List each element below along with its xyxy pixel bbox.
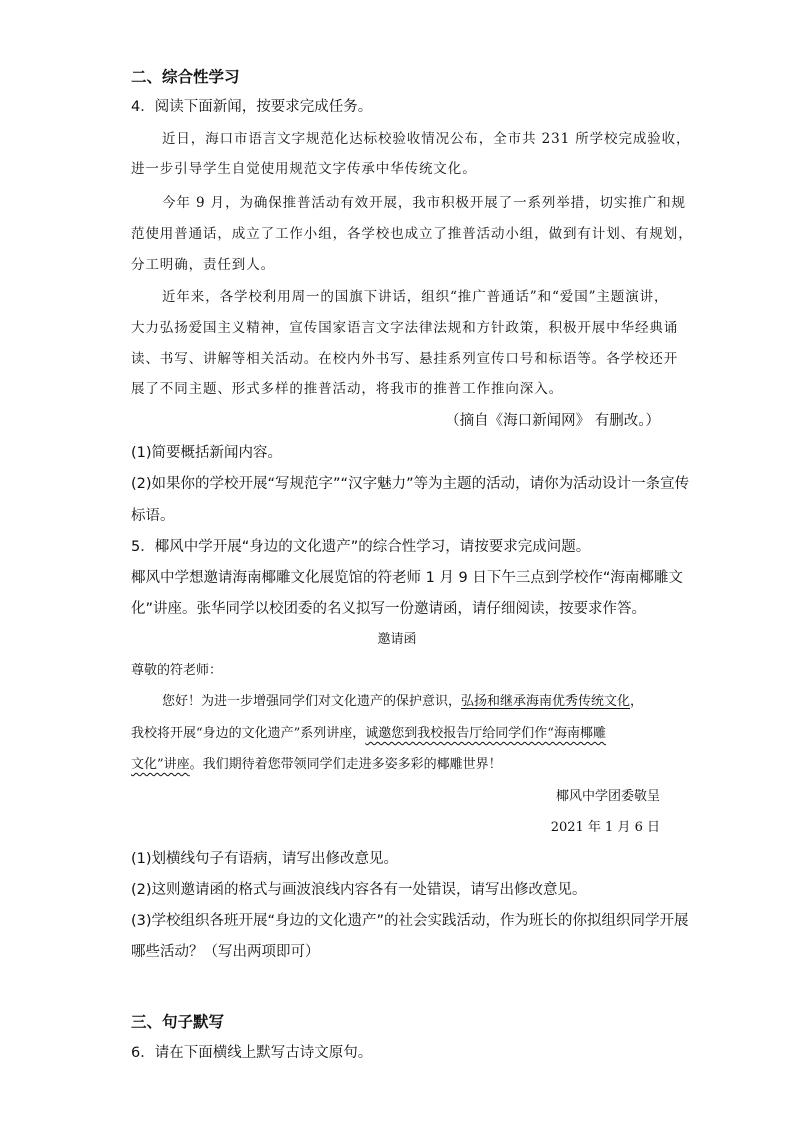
- underlined-sentence: 弘扬和继承海南优秀传统文化: [461, 694, 631, 709]
- letter-salutation: 尊敬的符老师：: [131, 663, 223, 678]
- news-line: 分工明确，责任到人。: [131, 257, 275, 273]
- wavy-underlined-text: 诚邀您到我校报告厅给同学们作“海南椰雕: [365, 726, 606, 741]
- news-line: 近日，海口市语言文字规范化达标校验收情况公布，全市共 231 所学校完成验收，: [162, 131, 691, 147]
- question-5-sub-2: (2)这则邀请函的格式与画波浪线内容各有一处错误，请写出修改意见。: [131, 882, 587, 898]
- question-5-sub-3-line-1: (3)学校组织各班开展“身边的文化遗产”的社会实践活动，作为班长的你拟组织同学开展: [131, 913, 689, 929]
- question-5-sub-1: (1)划横线句子有语病，请写出修改意见。: [131, 851, 399, 867]
- letter-signature: 椰风中学团委敬呈: [555, 789, 660, 804]
- letter-date: 2021 年 1 月 6 日: [550, 820, 660, 835]
- news-line: 读、书写、讲解等相关活动。在校内外书写、悬挂系列宣传口号和标语等。各学校还开: [131, 351, 679, 367]
- letter-body-line-3: 文化”讲座。我们期待着您带领同学们走进多姿多彩的椰雕世界！: [131, 757, 502, 772]
- news-line: 近年来，各学校利用周一的国旗下讲话，组织“推广普通话”和“爱国”主题演讲，: [162, 289, 669, 305]
- question-4-sub-2-line-2: 标语。: [131, 508, 175, 524]
- wavy-underlined-text: 文化”讲座: [131, 757, 190, 772]
- section-3-heading: 三、句子默写: [131, 1013, 225, 1031]
- news-line: 展了不同主题、形式多样的推普活动，将我市的推普工作推向深入。: [131, 381, 563, 397]
- question-4-sub-2-line-1: (2)如果你的学校开展“写规范字”“汉字魅力”等为主题的活动，请你为活动设计一条宣传: [131, 476, 690, 492]
- letter-body-line-2: 我校将开展“身边的文化遗产”系列讲座，诚邀您到我校报告厅给同学们作“海南椰雕: [131, 726, 606, 741]
- news-line: 今年 9 月，为确保推普活动有效开展，我市积极开展了一系列举措，切实推广和规: [162, 195, 686, 211]
- letter-title: 邀请函: [377, 632, 417, 647]
- news-source: （摘自《海口新闻网》 有删改。）: [445, 413, 660, 429]
- section-2-heading: 二、综合性学习: [131, 68, 240, 86]
- letter-body-line-1: 您好！为进一步增强同学们对文化遗产的保护意识，弘扬和继承海南优秀传统文化，: [162, 694, 644, 709]
- question-6-prompt: 6．请在下面横线上默写古诗文原句。: [131, 1045, 373, 1061]
- news-line: 大力弘扬爱国主义精神，宣传国家语言文字法律法规和方针政策，积极开展中华经典诵: [131, 320, 679, 336]
- question-4-sub-1: (1)简要概括新闻内容。: [131, 445, 283, 461]
- question-5-intro-line-1: 椰风中学想邀请海南椰雕文化展览馆的符老师 1 月 9 日下午三点到学校作“海南椰雕文: [131, 570, 683, 586]
- question-5-prompt: 5．椰风中学开展“身边的文化遗产”的综合性学习，请按要求完成问题。: [131, 539, 591, 555]
- question-4-prompt: 4．阅读下面新闻，按要求完成任务。: [131, 99, 373, 115]
- question-5-intro-line-2: 化”讲座。张华同学以校团委的名义拟写一份邀请函，请仔细阅读，按要求作答。: [131, 601, 647, 617]
- news-line: 进一步引导学生自觉使用规范文字传承中华传统文化。: [131, 161, 477, 177]
- news-line: 范使用普通话，成立了工作小组，各学校也成立了推普活动小组，做到有计划、有规划，: [131, 226, 693, 242]
- question-5-sub-3-line-2: 哪些活动？（写出两项即可）: [131, 944, 320, 960]
